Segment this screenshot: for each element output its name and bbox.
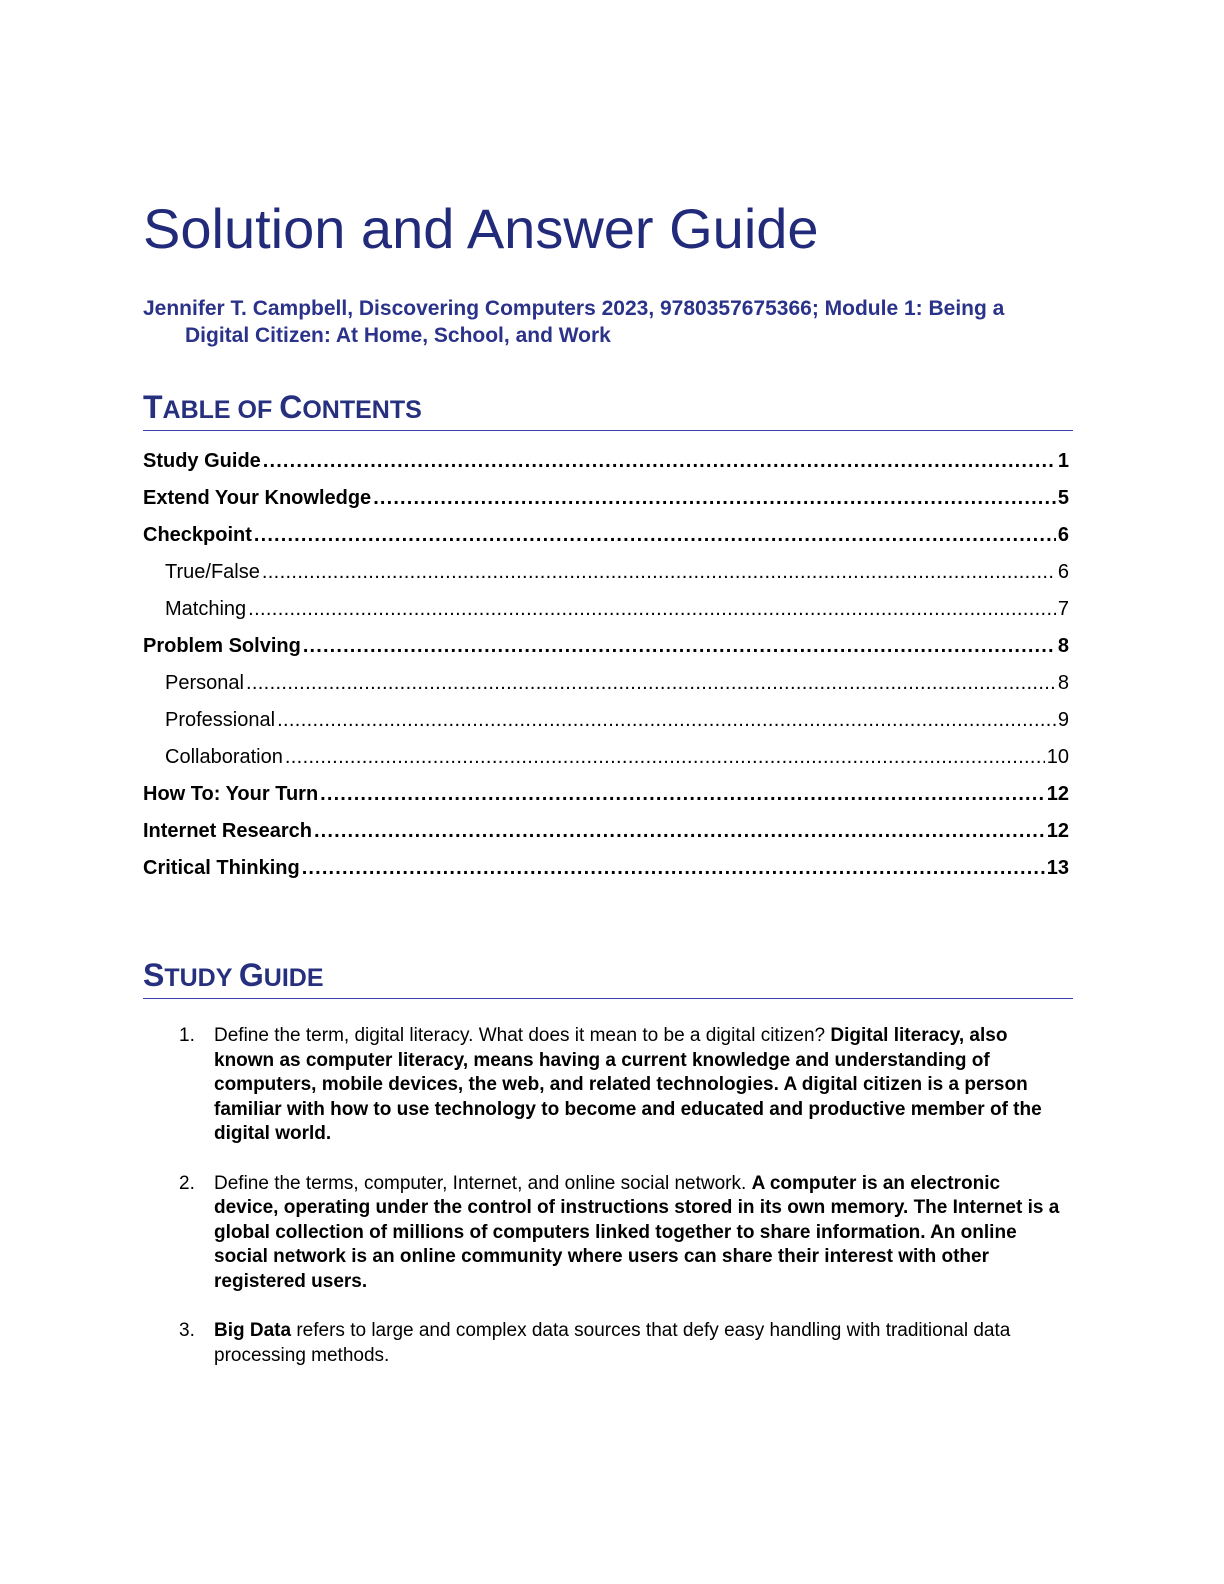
toc-entry-checkpoint[interactable]: Checkpoint . . . 6 xyxy=(143,517,1069,554)
item-trailing: refers to large and complex data sources that defy easy handling with traditional data processing methods. xyxy=(214,1320,1011,1366)
toc-entry-extend-your-knowledge[interactable]: Extend Your Knowledge . . . 5 xyxy=(143,480,1069,517)
toc-leader xyxy=(302,850,1045,887)
study-guide-item xyxy=(179,1319,1069,1368)
toc-entry-matching[interactable]: Matching . . . 7 xyxy=(143,591,1069,628)
toc-entry-problem-solving[interactable]: Problem Solving . . . 8 xyxy=(143,628,1069,665)
toc-entry-critical-thinking[interactable]: Critical Thinking . . . 13 xyxy=(143,850,1069,887)
toc-leader xyxy=(285,739,1045,776)
toc-leader xyxy=(262,554,1056,591)
toc-leader xyxy=(254,517,1056,554)
toc-leader xyxy=(277,702,1056,739)
document-title: Solution and Answer Guide xyxy=(143,197,819,260)
item-answer: Digital literacy, also known as computer literacy, means having a current knowledge and understanding of computers, mobile devices, the web, and related technologies. A digital citizen is a person familiar with how to use technology to become and educated and productive member of the digital world. xyxy=(214,1025,1042,1145)
item-answer: Big Data xyxy=(214,1320,292,1342)
toc-leader xyxy=(303,628,1056,665)
toc-entry-how-to-your-turn[interactable]: How To: Your Turn . . . 12 xyxy=(143,776,1069,813)
item-question: Define the terms, computer, Internet, and online social network. xyxy=(214,1172,752,1194)
item-question: Define the term, digital literacy. What does it mean to be a digital citizen? xyxy=(214,1025,831,1046)
toc-leader xyxy=(320,776,1045,813)
study-guide-list xyxy=(179,1024,1069,1393)
toc-leader xyxy=(373,480,1056,517)
study-guide-item xyxy=(179,1024,1069,1147)
toc-entry-study-guide[interactable]: Study Guide . . . 1 xyxy=(143,443,1069,480)
toc-leader xyxy=(248,591,1056,628)
toc-entry-true-false[interactable]: True/False . . . 6 xyxy=(143,554,1069,591)
toc-leader xyxy=(314,813,1045,850)
item-answer: A computer is an electronic device, operating under the control of instructions stored in its own memory. The Internet is a global collection of millions of computers linked together to share information. An online social network is an online community where users can share their interest with other registered users. xyxy=(214,1172,1060,1292)
item-body xyxy=(214,1024,1069,1147)
toc-heading: TABLE OF CONTENTS xyxy=(143,388,1073,431)
document-subtitle: Jennifer T. Campbell, Discovering Computers 2023, 9780357675366; Module 1: Being a Digital Citizen: At Home, School, and Work xyxy=(143,297,1005,347)
toc-list xyxy=(143,443,1069,887)
toc-entry-collaboration[interactable]: Collaboration . . . 10 xyxy=(143,739,1069,776)
toc-entry-internet-research[interactable]: Internet Research . . . 12 xyxy=(143,813,1069,850)
item-number: 3. xyxy=(179,1320,195,1342)
toc-leader xyxy=(246,665,1056,702)
item-number: 1. xyxy=(179,1025,195,1046)
toc-entry-professional[interactable]: Professional . . . 9 xyxy=(143,702,1069,739)
item-body xyxy=(214,1172,1069,1295)
study-guide-item xyxy=(179,1172,1069,1295)
item-number: 2. xyxy=(179,1172,195,1194)
toc-leader xyxy=(263,443,1056,480)
study-guide-heading: STUDY GUIDE xyxy=(143,956,1073,999)
toc-entry-personal[interactable]: Personal . . . 8 xyxy=(143,665,1069,702)
item-body xyxy=(214,1319,1069,1368)
